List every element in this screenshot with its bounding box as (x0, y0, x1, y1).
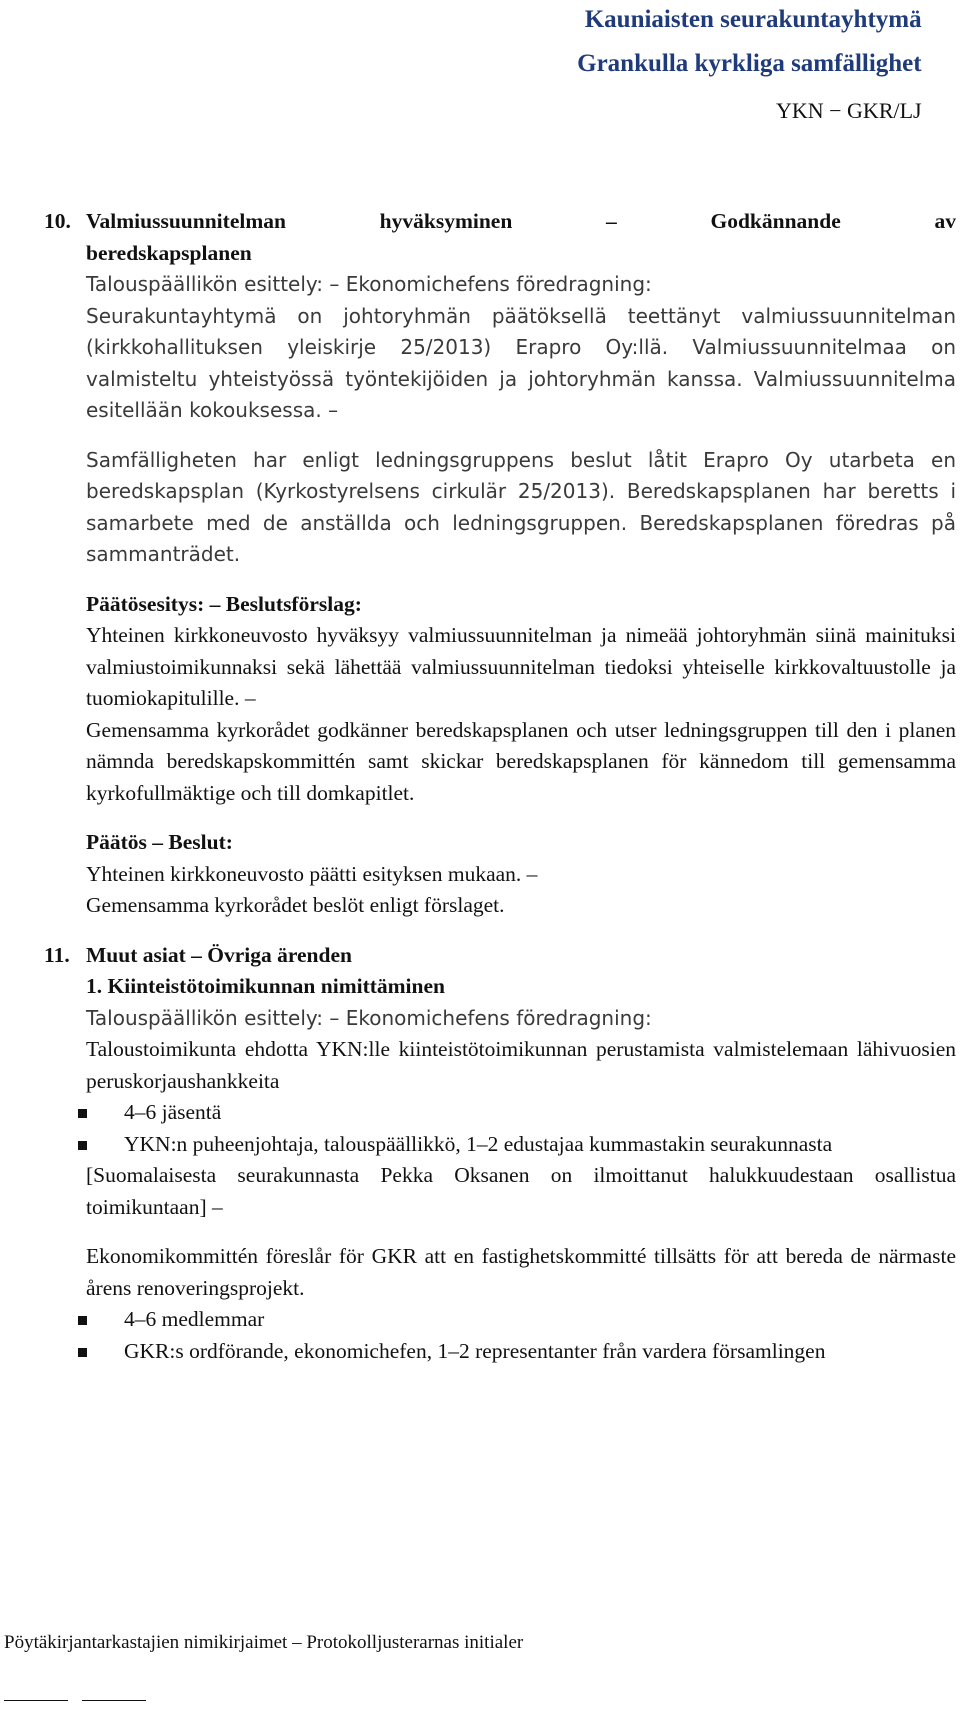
section-10-title-line2: beredskapsplanen (86, 240, 252, 265)
signature-line (82, 1700, 146, 1701)
section-10-para-sv: Samfälligheten har enligt ledningsgruppens beslut låtit Erapro Oy utarbeta en beredskapsplan (Kyrkostyrelsens cirkulär 25/2013). Beredskapsplanen har beretts i samarbete med de anställda och ledningsgruppen. Beredskapsplanen föredras på sammanträdet. (86, 447, 956, 566)
section-10-decision-fi: Yhteinen kirkkoneuvosto päätti esityksen mukaan. – (86, 861, 538, 886)
section-10-proposal-fi: Yhteinen kirkkoneuvosto hyväksyy valmiussuunnitelman ja nimeää johtoryhmän siinä mainituksi valmiustoimikunnaksi sekä lähettää valmiussuunnitelman tiedoksi yhteiselle kirkkovaltuustolle ja tuomiokapitulille. – (86, 623, 956, 710)
section-10-proposal-heading: Päätösesitys: – Beslutsförslag: (86, 591, 362, 616)
section-11-title-text: Muut asiat – Övriga ärenden (86, 942, 352, 967)
header-org-fi: Kauniaisten seurakuntayhtymä (584, 6, 922, 33)
section-10-title-word-3: Godkännande (710, 209, 841, 233)
section-11-title (44, 940, 956, 972)
list-item: 4–6 jäsentä (44, 1097, 956, 1129)
section-11-presenter: Talouspäällikön esittely: – Ekonomichefens föredragning: (86, 1005, 652, 1030)
section-11-bullets-fi (44, 1097, 956, 1160)
header-org-sv: Grankulla kyrkliga samfällighet (577, 50, 922, 77)
section-10-proposal-sv: Gemensamma kyrkorådet godkänner beredskapsplanen och utser ledningsgruppen till den i planen nämnda beredskapskommittén samt skickar beredskapsplanen för kännedom till gemensamma kyrkofullmäktige och till domkapitlet. (86, 717, 956, 805)
footer-text: Pöytäkirjantarkastajien nimikirjaimet – Protokolljusterarnas initialer (4, 1632, 524, 1653)
document-body (44, 206, 956, 1367)
section-10-decision-heading: Päätös – Beslut: (86, 830, 233, 854)
section-10-title-word-4: av (934, 209, 956, 233)
list-item: YKN:n puheenjohtaja, talouspäällikkö, 1–2 edustajaa kummastakin seurakunnasta (44, 1129, 956, 1161)
section-10-title-word-1: Valmiussuunnitelman (86, 209, 286, 233)
section-11-para-fi: Taloustoimikunta ehdotta YKN:lle kiinteistötoimikunnan perustamista valmistelemaan lähivuosien peruskorjaushankkeita (86, 1037, 956, 1093)
section-11-number: 11. (44, 942, 70, 967)
header-ref: YKN − GKR/LJ (775, 98, 922, 123)
section-11-para-sv: Ekonomikommittén föreslår för GKR att en fastighetskommitté tillsätts för att bereda de närmaste årens renoveringsprojekt. (86, 1244, 956, 1300)
list-item: 4–6 medlemmar (44, 1304, 956, 1336)
section-10-para-fi: Seurakuntayhtymä on johtoryhmän päätöksellä teettänyt valmiussuunnitelman (kirkkohallituksen yleiskirje 25/2013) Erapro Oy:llä. Valmiussuunnitelmaa on valmisteltu yhteistyössä työntekijöiden ja johtoryhmän kanssa. Valmiussuunnitelma esitellään kokouksessa. – (86, 303, 956, 422)
section-11-subtitle: 1. Kiinteistötoimikunnan nimittäminen (86, 974, 445, 998)
section-10-title (44, 206, 956, 238)
signature-line (4, 1700, 68, 1701)
list-item: GKR:s ordförande, ekonomichefen, 1–2 representanter från vardera församlingen (44, 1336, 956, 1368)
section-10-number: 10. (44, 209, 71, 233)
section-10-decision-sv: Gemensamma kyrkorådet beslöt enligt förslaget. (86, 893, 505, 917)
section-11-bullets-sv (44, 1304, 956, 1367)
section-10-title-word-2: hyväksyminen (379, 209, 513, 233)
section-10-presenter: Talouspäällikön esittely: – Ekonomichefens föredragning: (86, 272, 652, 296)
section-11-note-fi: [Suomalaisesta seurakunnasta Pekka Oksanen on ilmoittanut halukkuudestaan osallistua toimikuntaan] – (86, 1163, 956, 1219)
signature-lines (4, 1700, 146, 1701)
section-10-title-dash: – (606, 209, 617, 233)
